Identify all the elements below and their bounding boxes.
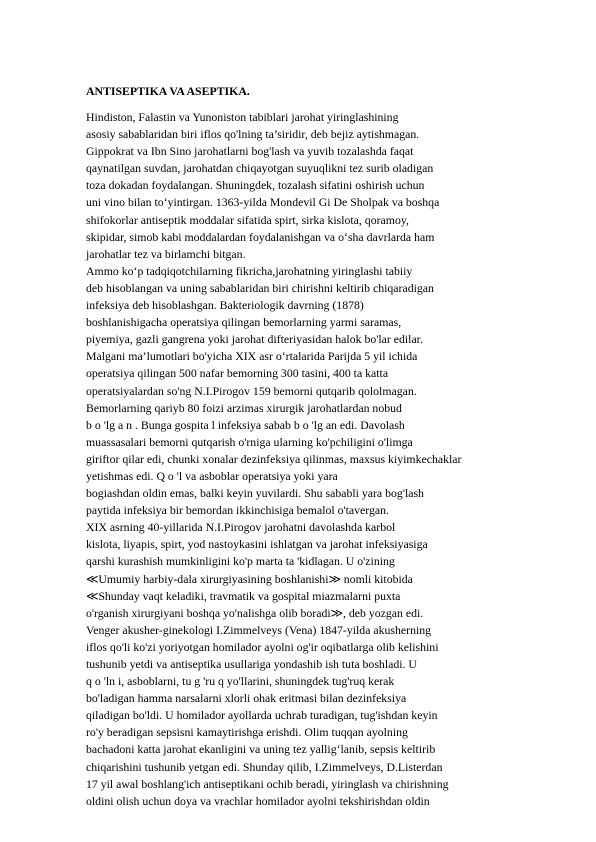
body-line: yetishmas edi. Q o 'l va asboblar operatsiya yoki yara <box>86 468 338 483</box>
body-line: muassasalari bemorni qutqarish o'rniga ularning ko'pchiligini o'limga <box>86 434 413 449</box>
body-line: operatsiya qilingan 500 nafar bemorning 300 tasini, 400 ta katta <box>86 366 389 381</box>
body-line: paytida infeksiya bir bemordan ikkinchisiga bemalol o'tavergan. <box>86 503 389 518</box>
body-line: skipidar, simob kabi moddalardan foydalanishgan va o‘sha davrlarda ham <box>86 229 435 244</box>
body-line: qaynatilgan suvdan, jarohatdan chiqayotgan suyuqlikni tez surib oladigan <box>86 161 434 176</box>
body-line: Gippokrat va Ibn Sino jarohatlarni bog'lash va yuvib tozalashda faqat <box>86 144 414 159</box>
body-line: giriftor qilar edi, chunki xonalar dezinfeksiya qilinmas, maxsus kiyimkechaklar <box>86 451 462 466</box>
body-line: deb hisoblangan va uning sabablaridan biri chirishni keltirib chiqaradigan <box>86 280 434 295</box>
body-line: q o 'ln i, asboblarni, tu g 'ru q yo'llarini, shuningdek tug'ruq kerak <box>86 674 395 689</box>
body-line: tushunib yetdi va antiseptika usullariga yondashib ish tuta boshladi. U <box>86 657 417 671</box>
body-line: jarohatlar tez va birlamchi bitgan. <box>86 246 246 261</box>
body-line: boshlanishigacha operatsiya qilingan bemorlarning yarmi saramas, <box>86 315 402 330</box>
body-line: kislota, liyapis, spirt, yod nastoykasini ishlatgan va jarohat infeksiyasiga <box>86 537 428 552</box>
body-line: bogiashdan oldin emas, balki keyin yuvilardi. Shu sababli yara bog'lash <box>86 486 424 501</box>
body-line: asosiy sabablaridan biri iflos qo'lning ta’siridir, deb bejiz aytishmagan. <box>86 127 420 142</box>
body-line: uni vino bilan to‘yintirgan. 1363-yilda Mondevil Gi De Sholpak va boshqa <box>86 195 440 210</box>
body-line: qiladigan bo'ldi. U homilador ayollarda uchrab turadigan, tug'ishdan keyin <box>86 708 438 723</box>
body-line: Venger akusher-ginekologi I.Zimmelveys (Vena) 1847-yilda akusherning <box>86 622 432 637</box>
body-line: toza dokadan foydalangan. Shuningdek, tozalash sifatini oshirish uchun <box>86 178 425 193</box>
body-line: Malgani ma’lumotlari bo'yicha XIX asr o‘rtalarida Parijda 5 yil ichida <box>86 349 418 364</box>
body-line: XIX asrning 40-yillarida N.I.Pirogov jarohatni davolashda karbol <box>86 520 396 535</box>
body-line: ≪Shunday vaqt keladiki, travmatik va gospital miazmalarni puxta <box>86 588 401 603</box>
body-line: operatsiyalardan so'ng N.I.Pirogov 159 bemorni qutqarib qololmagan. <box>86 383 417 398</box>
body-line: Hindiston, Falastin va Yunoniston tabiblari jarohat yiringlashining <box>86 110 399 124</box>
body-line: qarshi kurashish mumkinligini ko'p marta ta 'kidlagan. U o'zining <box>86 554 395 569</box>
document-body <box>86 109 586 810</box>
body-line: o'rganish xirurgiyani boshqa yo'nalishga olib boradi≫, deb yozgan edi. <box>86 605 424 620</box>
body-line: Bemorlarning qariyb 80 foizi arzimas xirurgik jarohatlardan nobud <box>86 400 402 415</box>
body-line: oldini olish uchun doya va vrachlar homilador ayolni tekshirishdan oldin <box>86 793 430 808</box>
body-line: shifokorlar antiseptik moddalar sifatida spirt, sirka kislota, qoramoy, <box>86 212 409 227</box>
body-line: bo'ladigan hamma narsalarni xlorli ohak eritmasi bilan dezinfeksiya <box>86 691 407 706</box>
body-line: bachadoni katta jarohat ekanligini va uning tez yallig‘lanib, sepsis keltirib <box>86 742 436 757</box>
body-line: Ammo ko‘p tadqiqotchilarning fikricha,jarohatning yiringlashi tabiiy <box>86 263 413 278</box>
body-line: ≪Umumiy harbiy-dala xirurgiyasining boshlanishi≫ nomli kitobida <box>86 571 413 586</box>
body-line: chiqarishini tushunib yetgan edi. Shunday qilib, I.Zimmelveys, D.Listerdan <box>86 759 443 774</box>
body-line: ro'y beradigan sepsisni kamaytirishga erishdi. Olim tuqqan ayolning <box>86 725 408 740</box>
body-line: iflos qo'li ko'zi yoriyotgan homilador ayolni og'ir oqibatlarga olib kelishini <box>86 639 439 654</box>
body-line: 17 yil awal boshlang'ich antiseptikani ochib beradi, yiringlash va chirishning <box>86 776 449 791</box>
body-line: piyemiya, gazli gangrena yoki jarohat difteriyasidan halok bo'lar edilar. <box>86 332 423 347</box>
document-title: ANTISEPTIKA VA ASEPTIKA. <box>86 84 250 98</box>
body-line: b o 'lg a n . Bunga gospita l infeksiya sabab b o 'lg an edi. Davolash <box>86 417 405 432</box>
body-line: infeksiya deb hisoblashgan. Bakteriologik davrning (1878) <box>86 298 364 313</box>
